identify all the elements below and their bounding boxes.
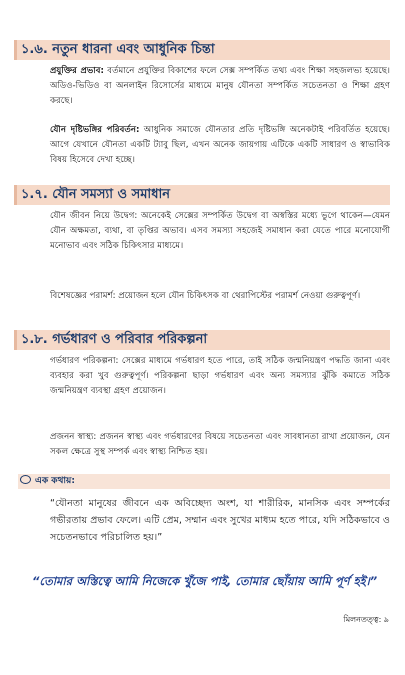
closing-tagline: “তোমার অস্তিত্বে আমি নিজেকে খুঁজে পাই, তোমার ছোঁয়ায় আমি পূর্ণ হই।” [32,574,378,588]
section-heading-1-8: ১.৮. গর্ভধারণ ও পরিবার পরিকল্পনা [14,330,390,350]
speech-bubble-icon [20,475,31,484]
section-heading-1-6: ১.৬. নতুন ধারনা এবং আধুনিক চিন্তা [14,40,390,60]
paragraph-text: আধুনিক সমাজে যৌনতার প্রতি দৃষ্টিভঙ্গি অনেকটাই পরিবর্তিত হয়েছে। আগে যেখানে যৌনতা একটি ট্যাবু ছিল, এখন অনেক জায়গায় এটিকে একটি সাধারণ ও স্বাভাবিক বিষয় হিসেবে দেখা হচ্ছে। [50,125,390,165]
paragraph-pregnancy-planning: গর্ভধারণ পরিকল্পনা: সেক্সের মাধ্যমে গর্ভধারণ হতে পারে, তাই সঠিক জন্মনিয়ন্ত্রণ পদ্ধতি জানা এবং ব্যবহার করা খুব গুরুত্বপূর্ণ। পরিকল্পনা ছাড়া গর্ভধারণ এবং অন্য সমস্যার ঝুঁকি কমাতে সঠিক জন্মনিয়ন্ত্রণ ব্যবস্থা গ্রহণ প্রয়োজন। [50,356,390,396]
summary-label: এক কথায়: [35,476,75,486]
section-heading-1-7: ১.৭. যৌন সমস্যা ও সমাধান [14,185,390,205]
paragraph-sexual-anxiety: যৌন জীবন নিয়ে উদ্বেগ: অনেকেই সেক্সের সম্পর্কিত উদ্বেগ বা অস্বস্তির মধ্যে ভুগে থাকেন—যেমন যৌন অক্ষমতা, ব্যথা, বা তৃপ্তির অভাব। এসব সমস্যা সহজেই সমাধান করা যেতে পারে মনোযোগী মনোভাব এবং সঠিক চিকিৎসার মাধ্যমে। [50,211,390,251]
paragraph-text: বর্তমানে প্রযুক্তির বিকাশের ফলে সেক্স সম্পর্কিত তথ্য এবং শিক্ষা সহজলভ্য হয়েছে। অডিও-ভিডিও বা অনলাইন রিসোর্সের মাধ্যমে মানুষ যৌনতা সম্পর্কিত সচেতনতা ও শিক্ষা গ্রহণ করছে। [50,66,390,106]
paragraph-reproductive-health: প্রজনন স্বাস্থ্য: প্রজনন স্বাস্থ্য এবং গর্ভধারণের বিষয়ে সচেতনতা এবং সাবধানতা রাখা প্রয়োজন, যেন সকল ক্ষেত্রে সুস্থ সম্পর্ক এবং স্বাস্থ্য নিশ্চিত হয়। [50,432,390,457]
paragraph-expert-advice: বিশেষজ্ঞের পরামর্শ: প্রয়োজন হলে যৌন চিকিৎসক বা থেরাপিস্টের পরামর্শ নেওয়া গুরুত্বপূর্ণ। [50,291,361,301]
paragraph-lead: যৌন দৃষ্টিভঙ্গির পরিবর্তন: [50,125,140,135]
paragraph-lead: প্রযুক্তির প্রভাব: [50,66,104,76]
page-footer: মিলনতত্ত্ব: ৯ [343,615,389,624]
paragraph-technology-impact [50,64,390,109]
paragraph-attitude-change [50,123,390,168]
summary-label-bar [18,474,390,489]
summary-quote: “যৌনতা মানুষের জীবনে এক অবিচ্ছেদ্য অংশ, যা শারীরিক, মানসিক এবং সম্পর্কের গভীরতায় প্রভাব ফেলে। এটি প্রেম, সম্মান এবং সুখের মাধ্যম হতে পারে, যদি সঠিকভাবে ও সচেতনভাবে পরিচালিত হয়।” [50,498,390,543]
